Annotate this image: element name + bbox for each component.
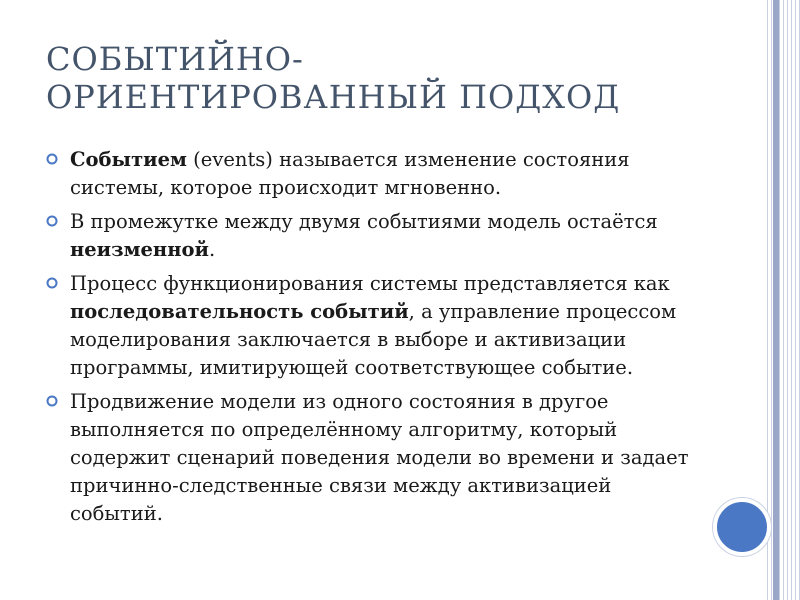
title-line-1: СОБЫТИЙНО- xyxy=(46,40,304,78)
decorative-stripes xyxy=(764,0,800,600)
bullet-item xyxy=(46,270,706,382)
bullet-text: В промежутке между двумя событиями модель остаётся xyxy=(70,210,658,233)
title-line-2: ОРИЕНТИРОВАННЫЙ ПОДХОД xyxy=(46,78,621,116)
bullet-text: , а управление процессом моделирования заключается в выборе и активизации программы, имитирующей соответствующее событие. xyxy=(70,300,677,379)
slide-title xyxy=(46,40,706,116)
bold-term: неизменной xyxy=(70,238,209,261)
bullet-text: . xyxy=(208,238,216,261)
bold-term: Событием xyxy=(70,148,187,171)
bullet-item xyxy=(46,388,706,528)
circle-bullet-icon xyxy=(46,215,58,227)
bullet-list xyxy=(46,146,706,534)
bullet-text: Продвижение модели из одного состояния в другое выполняется по определённому алгоритму, который содержит сценарий поведения модели во времени и задает причинно-следственные связи между активизацией событий. xyxy=(70,390,689,525)
bullet-item xyxy=(46,208,706,264)
circle-bullet-icon xyxy=(46,277,58,289)
bullet-item xyxy=(46,146,706,202)
circle-bullet-icon xyxy=(46,395,58,407)
bullet-text: (events) называется изменение состояния системы, которое происходит мгновенно. xyxy=(70,148,630,199)
bullet-text: Процесс функционирования системы представляется как xyxy=(70,272,670,295)
decorative-circle xyxy=(713,498,771,556)
circle-bullet-icon xyxy=(46,153,58,165)
bold-term: последовательность событий xyxy=(70,300,409,323)
